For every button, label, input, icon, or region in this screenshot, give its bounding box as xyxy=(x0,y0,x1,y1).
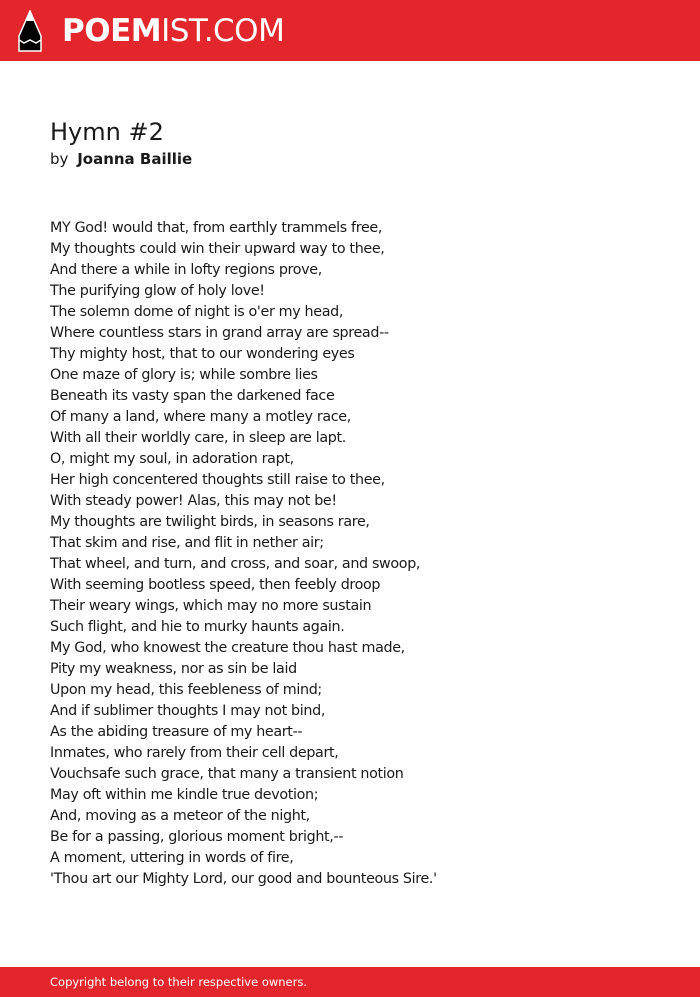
poem-line: The purifying glow of holy love! xyxy=(50,283,265,299)
poem-line: With steady power! Alas, this may not be! xyxy=(50,493,337,509)
poem-line: And, moving as a meteor of the night, xyxy=(50,808,310,824)
poem-line: Beneath its vasty span the darkened face xyxy=(50,388,335,404)
by-label: by xyxy=(50,150,69,168)
site-header xyxy=(0,0,700,61)
poem-line: As the abiding treasure of my heart-- xyxy=(50,724,303,740)
poem-line: O, might my soul, in adoration rapt, xyxy=(50,451,294,467)
poem-line: Inmates, who rarely from their cell depart, xyxy=(50,745,339,761)
logo-bold-text: POEM xyxy=(62,13,162,49)
poem-line: With all their worldly care, in sleep are lapt. xyxy=(50,430,346,446)
poem-line: Such flight, and hie to murky haunts again. xyxy=(50,619,345,635)
poem-line: Pity my weakness, nor as sin be laid xyxy=(50,661,297,677)
poem-line: Upon my head, this feebleness of mind; xyxy=(50,682,322,698)
poem-line: And there a while in lofty regions prove, xyxy=(50,262,322,278)
poem-line: Thy mighty host, that to our wondering eyes xyxy=(50,346,355,362)
site-logo[interactable] xyxy=(62,12,284,50)
poem-line: That skim and rise, and flit in nether air; xyxy=(50,535,324,551)
site-footer xyxy=(0,967,700,997)
copyright-notice: Copyright belong to their respective owners. xyxy=(50,975,308,989)
poem-line: Where countless stars in grand array are spread-- xyxy=(50,325,389,341)
poem-line: Her high concentered thoughts still raise to thee, xyxy=(50,472,385,488)
poem-line: Vouchsafe such grace, that many a transient notion xyxy=(50,766,404,782)
poem-line: Their weary wings, which may no more sustain xyxy=(50,598,372,614)
poem-body xyxy=(50,218,437,890)
poem-line: My thoughts could win their upward way to thee, xyxy=(50,241,385,257)
byline xyxy=(50,148,192,170)
poem-line: My God, who knowest the creature thou hast made, xyxy=(50,640,405,656)
poem-line: The solemn dome of night is o'er my head, xyxy=(50,304,344,320)
poem-line: Of many a land, where many a motley race, xyxy=(50,409,351,425)
poem-line: A moment, uttering in words of fire, xyxy=(50,850,294,866)
poem-line: Be for a passing, glorious moment bright,-- xyxy=(50,829,344,845)
pencil-logo-icon xyxy=(18,10,42,52)
poem-line: May oft within me kindle true devotion; xyxy=(50,787,319,803)
poem-title: Hymn #2 xyxy=(50,118,164,146)
poem-line: MY God! would that, from earthly trammels free, xyxy=(50,220,383,236)
poem-author: Joanna Baillie xyxy=(77,150,193,168)
poem-line: My thoughts are twilight birds, in seasons rare, xyxy=(50,514,370,530)
poem-line: One maze of glory is; while sombre lies xyxy=(50,367,318,383)
poem-line: 'Thou art our Mighty Lord, our good and bounteous Sire.' xyxy=(50,871,437,887)
poem-line: With seeming bootless speed, then feebly droop xyxy=(50,577,381,593)
poem-line: That wheel, and turn, and cross, and soar, and swoop, xyxy=(50,556,421,572)
poem-line: And if sublimer thoughts I may not bind, xyxy=(50,703,326,719)
logo-light-text: IST.COM xyxy=(161,13,285,49)
